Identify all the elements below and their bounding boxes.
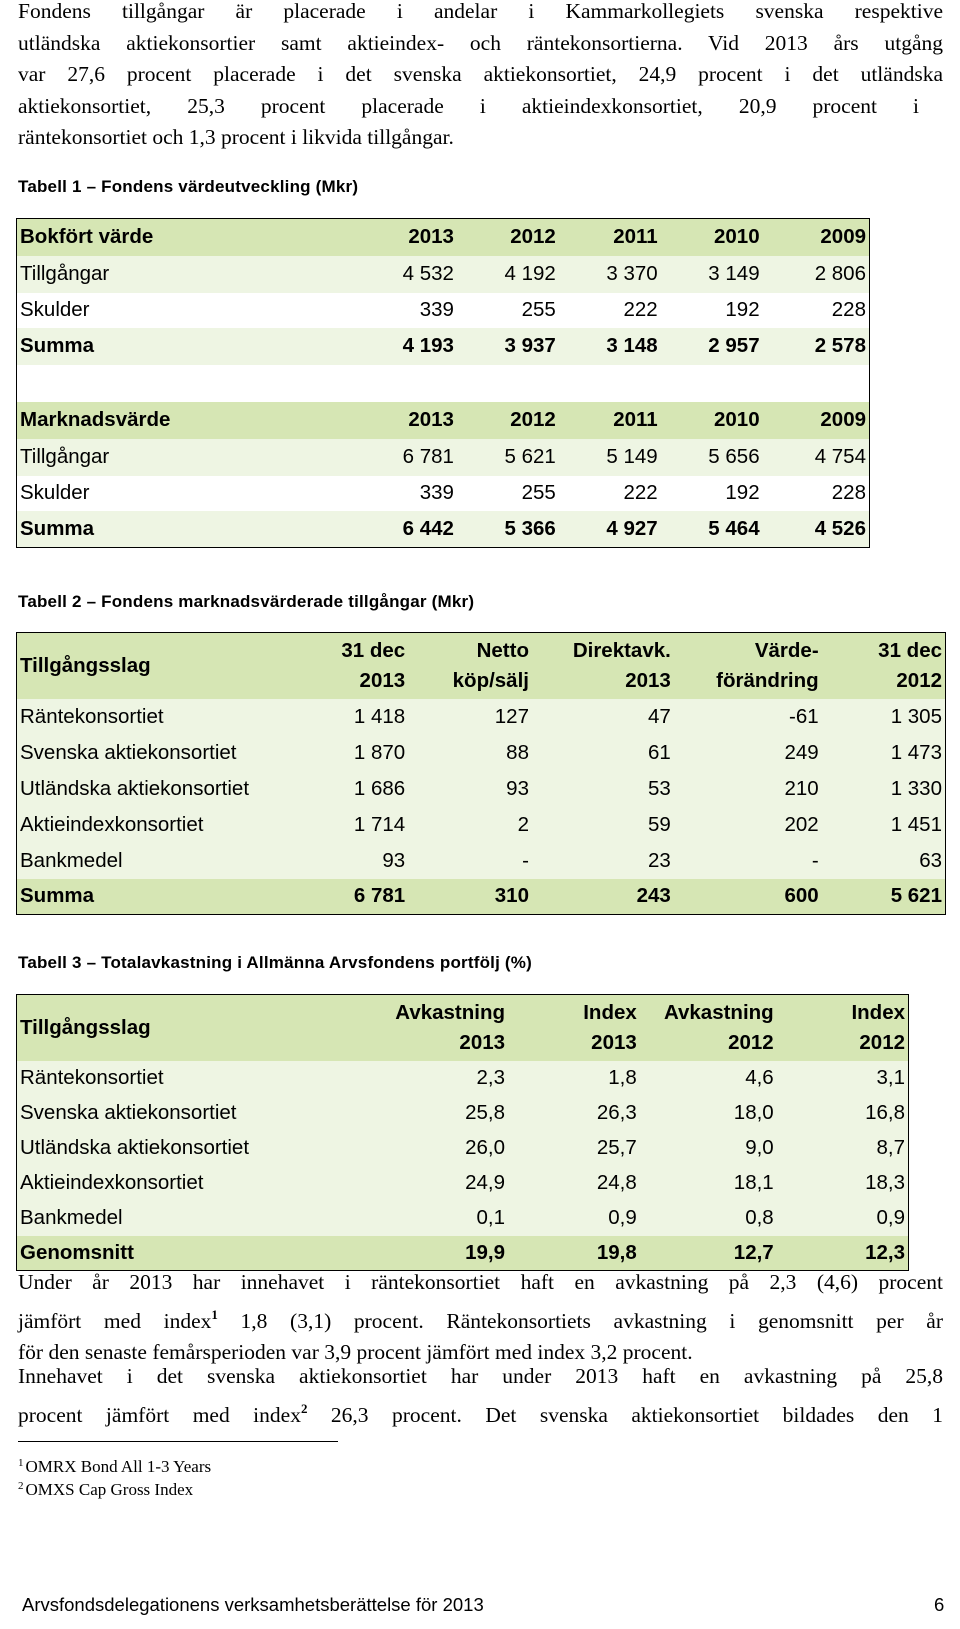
table-row — [17, 439, 870, 476]
intro-line: Fondens tillgångar är placerade i andelar i Kammarkollegiets svenska respektive — [18, 0, 943, 23]
table-row — [17, 1236, 909, 1271]
cell: 1 686 — [353, 776, 406, 800]
table2 — [16, 632, 946, 915]
cell: 2 578 — [814, 334, 866, 357]
table3 — [16, 994, 909, 1271]
cell: 4 526 — [814, 516, 866, 540]
cell: 3,1 — [876, 1066, 905, 1089]
cell: 53 — [648, 776, 671, 800]
header-cell: Värde- förändring — [716, 638, 819, 692]
table-row — [17, 511, 870, 548]
cell: 25,8 — [465, 1101, 506, 1124]
cell: Summa — [20, 516, 95, 540]
cell: 0,1 — [476, 1206, 506, 1229]
table-row — [17, 843, 946, 879]
cell: 249 — [784, 740, 819, 764]
cell: 1 870 — [353, 740, 406, 764]
cell: 202 — [784, 812, 819, 836]
table-spacer-row — [17, 365, 870, 402]
table2-header — [17, 633, 946, 699]
cell: 5 149 — [606, 445, 658, 468]
cell: 1 330 — [890, 776, 942, 800]
intro-line: aktiekonsortiet, 25,3 procent placerade i aktieindexkonsortiet, 20,9 procent i — [18, 93, 919, 118]
cell: 222 — [623, 481, 658, 504]
cell: 192 — [725, 298, 760, 321]
cell: 3 148 — [606, 334, 658, 357]
header-cell: Index 2012 — [851, 1000, 905, 1054]
table-row — [17, 1201, 909, 1236]
cell: Summa — [20, 334, 95, 357]
cell: Skulder — [20, 481, 90, 504]
table3-caption: Tabell 3 – Totalavkastning i Allmänna Arvsfondens portfölj (%) — [18, 953, 532, 972]
table3-header — [17, 995, 909, 1061]
cell: 23 — [648, 848, 671, 872]
cell: 25,7 — [596, 1136, 637, 1159]
intro-line: räntekonsortiet och 1,3 procent i likvida tillgångar. — [18, 125, 454, 149]
footnote-1 — [18, 1457, 211, 1477]
table-row — [17, 771, 946, 807]
header-cell: 2013 — [408, 408, 454, 431]
cell: 63 — [919, 848, 942, 872]
cell: Svenska aktiekonsortiet — [20, 1101, 237, 1124]
cell: 4 193 — [402, 334, 454, 357]
cell: 3 370 — [606, 262, 658, 285]
table1 — [16, 218, 870, 548]
header-cell: 2011 — [613, 225, 658, 249]
header-cell: Netto köp/sälj — [452, 638, 529, 692]
cell: 1 418 — [353, 704, 406, 728]
cell: 310 — [494, 884, 529, 908]
cell: 228 — [831, 481, 866, 504]
cell: Utländska aktiekonsortiet — [20, 776, 250, 800]
cell: 5 366 — [504, 516, 556, 540]
body-line: jämfört med index$^1$ 1,8 (3,1) procent. Räntekonsortiets avkastning i genomsnitt per år — [18, 1306, 943, 1333]
cell: 6 781 — [402, 445, 454, 468]
intro-line: var 27,6 procent placerade i det svenska aktiekonsortiet, 24,9 procent i det utländska — [18, 62, 943, 86]
footnote-number: 1 — [18, 1457, 24, 1469]
body-paragraph-1 — [18, 1267, 943, 1369]
cell: 61 — [648, 740, 671, 764]
cell: 4 927 — [606, 516, 658, 540]
cell: Aktieindexkonsortiet — [20, 1171, 204, 1194]
table-row — [17, 328, 870, 365]
cell: 5 464 — [708, 516, 760, 540]
cell: 228 — [831, 298, 866, 321]
cell: Svenska aktiekonsortiet — [20, 740, 237, 764]
cell: 2,3 — [476, 1066, 506, 1089]
cell: - — [811, 848, 819, 872]
page-number: 6 — [934, 1594, 945, 1615]
cell: 4 532 — [402, 262, 454, 285]
footer-title: Arvsfondsdelegationens verksamhetsberättelse för 2013 — [22, 1594, 484, 1615]
cell: Summa — [20, 884, 95, 908]
cell: 19,8 — [596, 1240, 637, 1264]
header-cell: 2012 — [510, 225, 556, 249]
intro-line: utländska aktiekonsortier samt aktieindex- och räntekonsortierna. Vid 2013 års utgång — [18, 30, 943, 55]
footnote-2 — [18, 1480, 193, 1500]
cell: 24,9 — [465, 1171, 506, 1194]
cell: 2 957 — [708, 334, 760, 357]
body-line: Innehavet i det svenska aktiekonsortiet har under 2013 haft en avkastning på 25,8 — [18, 1364, 943, 1388]
table-row — [17, 879, 946, 915]
cell: Genomsnitt — [20, 1240, 134, 1264]
cell: Bankmedel — [20, 848, 123, 872]
table-row — [17, 1166, 909, 1201]
cell: Tillgångar — [20, 262, 110, 285]
cell: Bankmedel — [20, 1206, 123, 1229]
cell: Räntekonsortiet — [20, 1066, 164, 1089]
table1-market-header — [17, 402, 870, 439]
cell: 600 — [784, 884, 819, 908]
table-row — [17, 807, 946, 843]
footnote-text: OMRX Bond All 1-3 Years — [25, 1457, 212, 1476]
cell: 1 305 — [890, 704, 942, 728]
cell: 255 — [521, 298, 556, 321]
table-row — [17, 1061, 909, 1096]
cell: Räntekonsortiet — [20, 704, 164, 728]
cell: 243 — [636, 884, 671, 908]
cell: 2 806 — [814, 262, 866, 285]
cell: 5 621 — [890, 884, 942, 908]
cell: 19,9 — [465, 1240, 506, 1264]
cell: 5 621 — [504, 445, 556, 468]
cell: 24,8 — [596, 1171, 637, 1194]
intro-paragraph — [18, 0, 943, 154]
cell: 3 149 — [708, 262, 760, 285]
cell: 3 937 — [504, 334, 556, 357]
cell: 127 — [494, 704, 529, 728]
cell: 339 — [419, 298, 454, 321]
footnote-ref: 2 — [300, 1400, 308, 1416]
body-paragraph-2 — [18, 1361, 943, 1431]
header-cell: Marknadsvärde — [20, 408, 171, 431]
header-cell: Index 2013 — [583, 1000, 637, 1054]
cell: 1 714 — [353, 812, 406, 836]
cell: 2 — [517, 812, 529, 836]
header-cell: 2012 — [510, 408, 556, 431]
table-row — [17, 476, 870, 511]
header-cell: Bokfört värde — [20, 225, 154, 249]
cell: 26,3 — [596, 1101, 637, 1124]
cell: 0,9 — [608, 1206, 637, 1229]
header-cell: 2011 — [613, 408, 658, 431]
cell: 192 — [725, 481, 760, 504]
header-cell: 2009 — [820, 225, 866, 249]
cell: -61 — [789, 704, 819, 728]
footnote-number: 2 — [18, 1480, 24, 1492]
cell: 0,8 — [745, 1206, 774, 1229]
cell: Utländska aktiekonsortiet — [20, 1136, 250, 1159]
cell: 1 473 — [890, 740, 942, 764]
table1-caption: Tabell 1 – Fondens värdeutveckling (Mkr) — [18, 177, 359, 196]
table-row — [17, 1096, 909, 1131]
cell: 12,3 — [865, 1240, 905, 1264]
cell: 59 — [648, 812, 671, 836]
cell: 8,7 — [876, 1136, 905, 1159]
body-line: Under år 2013 har innehavet i räntekonsortiet haft en avkastning på 2,3 (4,6) procent — [18, 1270, 943, 1294]
cell: 16,8 — [865, 1101, 905, 1124]
cell: Tillgångar — [20, 445, 110, 468]
cell: 93 — [506, 776, 529, 800]
cell: 1,8 — [608, 1066, 637, 1089]
cell: 18,0 — [733, 1101, 774, 1124]
footnote-ref: 1 — [211, 1306, 218, 1322]
cell: 4 754 — [814, 445, 866, 468]
cell: 6 781 — [353, 884, 406, 908]
cell: 5 656 — [708, 445, 760, 468]
cell: 9,0 — [745, 1136, 774, 1159]
table-row — [17, 735, 946, 771]
cell: 88 — [506, 740, 529, 764]
header-cell: 2010 — [714, 408, 760, 431]
cell: 93 — [382, 848, 406, 872]
cell: 1 451 — [890, 812, 942, 836]
footnote-text: OMXS Cap Gross Index — [25, 1480, 194, 1499]
header-cell: Tillgångsslag — [20, 1015, 151, 1039]
cell: 4 192 — [504, 262, 556, 285]
cell: 222 — [623, 298, 658, 321]
header-cell: 2009 — [820, 408, 866, 431]
body-line: för den senaste femårsperioden var 3,9 procent jämfört med index 3,2 procent. — [18, 1340, 693, 1364]
cell: 26,0 — [465, 1136, 506, 1159]
header-cell: Tillgångsslag — [20, 653, 151, 677]
footnote-separator — [18, 1441, 338, 1442]
cell: Aktieindexkonsortiet — [20, 812, 204, 836]
cell: 18,1 — [733, 1171, 774, 1194]
body-line: procent jämfört med index$^2$ 26,3 procent. Det svenska aktiekonsortiet bildades den 1 — [18, 1400, 943, 1427]
cell: 18,3 — [865, 1171, 905, 1194]
header-cell: 2010 — [714, 225, 760, 249]
header-cell: Avkastning 2013 — [395, 1000, 506, 1054]
table2-caption: Tabell 2 – Fondens marknadsvärderade tillgångar (Mkr) — [18, 592, 475, 611]
header-cell: 2013 — [408, 225, 454, 249]
header-cell: Avkastning 2012 — [663, 1000, 774, 1054]
cell: 47 — [648, 704, 671, 728]
table-row — [17, 1131, 909, 1166]
cell: 339 — [419, 481, 454, 504]
header-cell: Direktavk. 2013 — [572, 638, 671, 692]
table1-book-header — [17, 219, 870, 256]
header-cell: 31 dec 2013 — [341, 638, 406, 692]
cell: Skulder — [20, 298, 90, 321]
table-row — [17, 256, 870, 293]
cell: 210 — [784, 776, 819, 800]
cell: - — [522, 848, 529, 872]
cell: 0,9 — [876, 1206, 905, 1229]
table-row — [17, 293, 870, 328]
cell: 255 — [521, 481, 556, 504]
cell: 12,7 — [733, 1240, 774, 1264]
header-cell: 31 dec 2012 — [878, 638, 942, 692]
cell: 4,6 — [745, 1066, 774, 1089]
table-row — [17, 699, 946, 735]
cell: 6 442 — [402, 516, 454, 540]
